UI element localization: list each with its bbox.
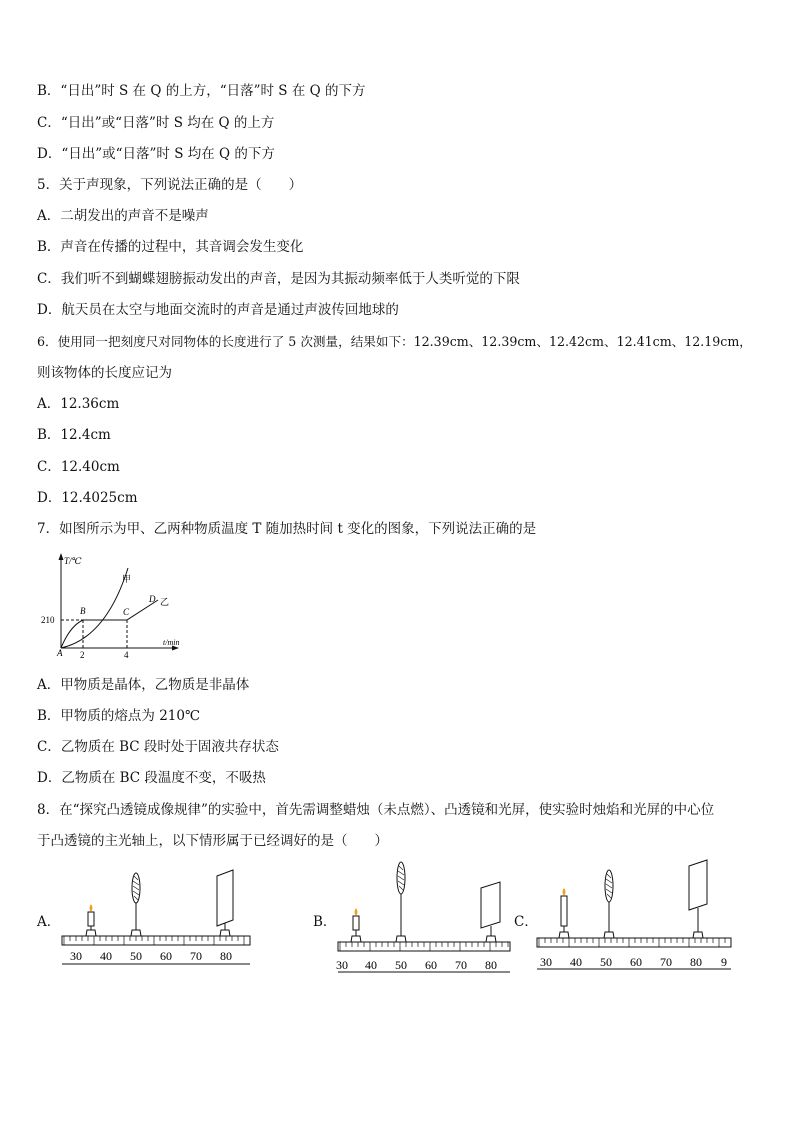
y-axis-label: T/℃ [64, 556, 82, 566]
q6-option-a: A．12.36cm [37, 396, 120, 412]
q8-option-b-label: B． [313, 914, 337, 930]
q6-stem: 6．使用同一把刻度尺对同物体的长度进行了 5 次测量，结果如下：12.39cm、12.39cm、12.42cm、12.41cm、12.19cm， [37, 334, 752, 349]
lens-holder [131, 930, 141, 936]
q6-stem-cont: 则该物体的长度应记为 [37, 365, 172, 381]
screen-holder [486, 936, 496, 942]
candle-body [353, 916, 359, 930]
tick-label-40: 40 [100, 949, 112, 963]
tick-label-70: 70 [190, 949, 202, 963]
ruler-ticks [64, 936, 244, 945]
y-tick-210: 210 [41, 615, 55, 625]
q7-stem: 7．如图所示为甲、乙两种物质温度 T 随加热时间 t 变化的图象，下列说法正确的是 [37, 521, 537, 537]
curve-yi [61, 600, 158, 648]
q5-stem: 5．关于声现象，下列说法正确的是（ ） [37, 177, 303, 193]
tick-label-80: 80 [485, 958, 497, 972]
optical-bench-c [535, 858, 735, 978]
tick-label-90: 9 [721, 955, 727, 969]
y-axis-arrow [59, 553, 64, 560]
point-d-label: D [149, 594, 156, 604]
tick-label-60: 60 [630, 955, 642, 969]
tick-label-70: 70 [660, 955, 672, 969]
q5-option-d: D．航天员在太空与地面交流时的声音是通过声波传回地球的 [37, 302, 399, 318]
screen [689, 860, 707, 910]
tick-label-80: 80 [690, 955, 702, 969]
tick-label-80: 80 [220, 949, 232, 963]
tick-label-50: 50 [395, 958, 407, 972]
screen [481, 882, 500, 928]
point-a-label: A [57, 648, 63, 658]
flame [355, 908, 358, 916]
q7-option-d: D．乙物质在 BC 段温度不变，不吸热 [37, 770, 266, 786]
q4-option-d: D．“日出”或“日落”时 S 均在 Q 的下方 [37, 146, 275, 162]
ruler-ticks [340, 942, 508, 951]
q7-option-a: A．甲物质是晶体，乙物质是非晶体 [37, 677, 250, 693]
curve-jia [61, 568, 128, 648]
screen-holder [693, 932, 703, 938]
screen-holder [220, 930, 230, 936]
tick-label-70: 70 [455, 958, 467, 972]
flame [563, 888, 566, 896]
q8-stem-cont: 于凸透镜的主光轴上，以下情形属于已经调好的是（ ） [37, 833, 388, 849]
point-b-label: B [80, 606, 86, 616]
optical-bench-b [336, 858, 514, 978]
q8-option-c-label: C． [514, 914, 538, 930]
candle-holder [559, 932, 569, 938]
tick-label-60: 60 [160, 949, 172, 963]
q4-option-b: B．“日出”时 S 在 Q 的上方，“日落”时 S 在 Q 的下方 [37, 83, 366, 99]
q5-option-a: A．二胡发出的声音不是噪声 [37, 208, 209, 224]
q8-option-a-label: A． [37, 914, 61, 930]
tick-label-40: 40 [365, 958, 377, 972]
q8-stem: 8．在“探究凸透镜成像规律”的实验中，首先需调整蜡烛（未点燃）、凸透镜和光屏，使实验时烛焰和光屏的中心位 [37, 802, 715, 818]
bench-rail [537, 938, 731, 947]
optical-bench-a [60, 868, 255, 970]
candle-body [88, 912, 94, 926]
candle-body [561, 896, 567, 926]
q7-option-b: B．甲物质的熔点为 210℃ [37, 708, 201, 724]
point-c-label: C [123, 607, 130, 617]
lens-holder [396, 936, 406, 942]
tick-label-50: 50 [600, 955, 612, 969]
x-tick-4: 4 [124, 650, 129, 660]
x-tick-2: 2 [80, 650, 85, 660]
q6-option-b: B．12.4cm [37, 427, 111, 443]
q6-option-d: D．12.4025cm [37, 490, 138, 506]
tick-label-30: 30 [540, 955, 552, 969]
flame [90, 904, 93, 912]
q5-option-b: B．声音在传播的过程中，其音调会发生变化 [37, 239, 304, 255]
tick-label-40: 40 [570, 955, 582, 969]
tick-label-30: 30 [70, 949, 82, 963]
q6-option-c: C．12.40cm [37, 459, 120, 475]
candle-holder [86, 930, 96, 936]
ruler-ticks [539, 938, 725, 947]
q5-option-c: C．我们听不到蝴蝶翅膀振动发出的声音，是因为其振动频率低于人类听觉的下限 [37, 271, 520, 287]
temperature-time-graph [36, 548, 196, 660]
q7-option-c: C．乙物质在 BC 段时处于固液共存状态 [37, 739, 279, 755]
q4-option-c: C．“日出”或“日落”时 S 均在 Q 的上方 [37, 115, 275, 131]
lens-holder [604, 932, 614, 938]
x-axis-label: t/min [163, 638, 180, 647]
tick-label-50: 50 [130, 949, 142, 963]
tick-label-60: 60 [425, 958, 437, 972]
candle-holder [351, 936, 361, 942]
bench-rail [62, 936, 250, 945]
tick-label-30: 30 [336, 958, 348, 972]
curve-jia-label: 甲 [122, 574, 132, 584]
screen [217, 870, 233, 926]
curve-yi-label: 乙 [160, 597, 170, 607]
